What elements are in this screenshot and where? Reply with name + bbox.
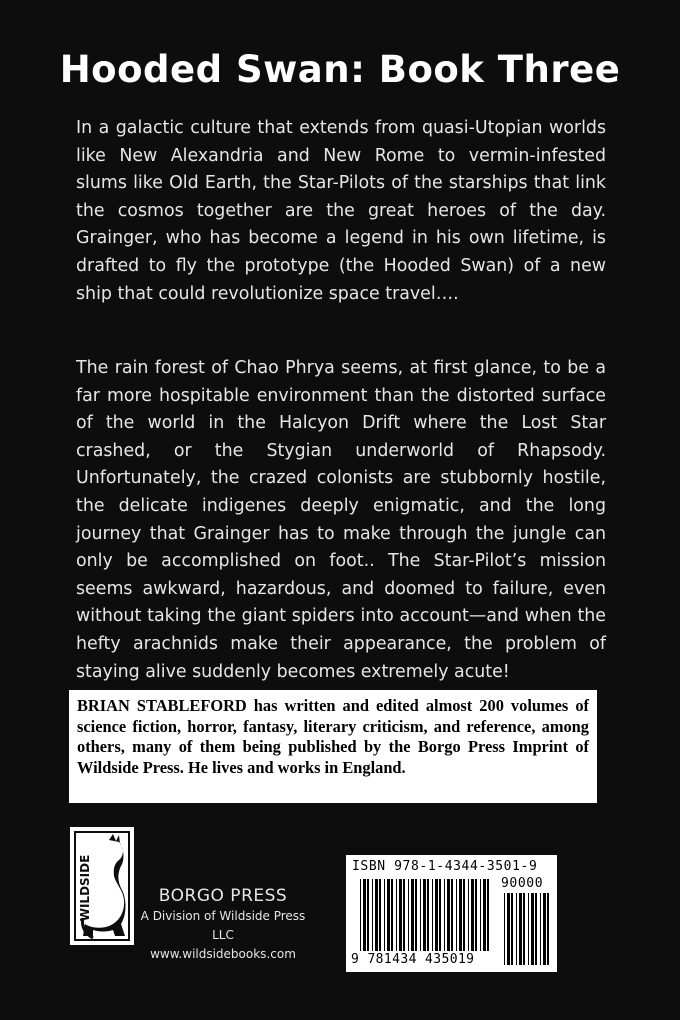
publisher-name: BORGO PRESS [158,886,288,906]
book-title: Hooded Swan: Book Three [59,48,621,91]
blurb-paragraph-1: In a galactic culture that extends from quasi-Utopian worlds like New Alexandria and New Rome to vermin-infested slums like Old Earth, the Star-Pilots of the starships that link the cosmos together are the great heroes of the day. Grainger, who has become a legend in his own lifetime, is drafted to fly the prototype (the Hooded Swan) of a new ship that could revolutionize space travel…. [76,118,606,304]
blurb-paragraph-2: The rain forest of Chao Phrya seems, at first glance, to be a far more hospitable environment than the distorted surface of the world in the Halcyon Drift where the Lost Star crashed, or the Stygian underworld of Rhapsody. Unfortunately, the crazed colonists are stubbornly hostile, the delicate indigenes deeply enigmatic, and the long journey that Grainger has to make through the jungle can only be accomplished on foot.. The Star-Pilot’s mission seems awkward, hazardous, and doomed to failure, even without taking the giant spiders into account—and when the hefty arachnids make their appearance, the problem of staying alive suddenly becomes extremely acute! [76,358,606,682]
barcode-digits: 9 781434 435019 [351,952,475,967]
wildside-cat-logo-icon [69,826,135,946]
isbn-barcode [346,855,557,972]
logo-lettering: WILDSIDE [78,854,92,922]
author-bio-box [69,690,597,803]
price-code: 90000 [501,876,544,891]
isbn-label: ISBN 978-1-4344-3501-9 [352,859,538,874]
publisher-division: A Division of Wildside Press LLC [140,909,306,942]
publisher-block [128,885,318,963]
publisher-url: www.wildsidebooks.com [150,947,296,961]
author-bio: BRIAN STABLEFORD has written and edited almost 200 volumes of science fiction, horror, fantasy, literary criticism, and reference, among others, many of them being published by the Borgo Press Imprint of Wildside Press. He lives and works in England. [77,696,589,777]
